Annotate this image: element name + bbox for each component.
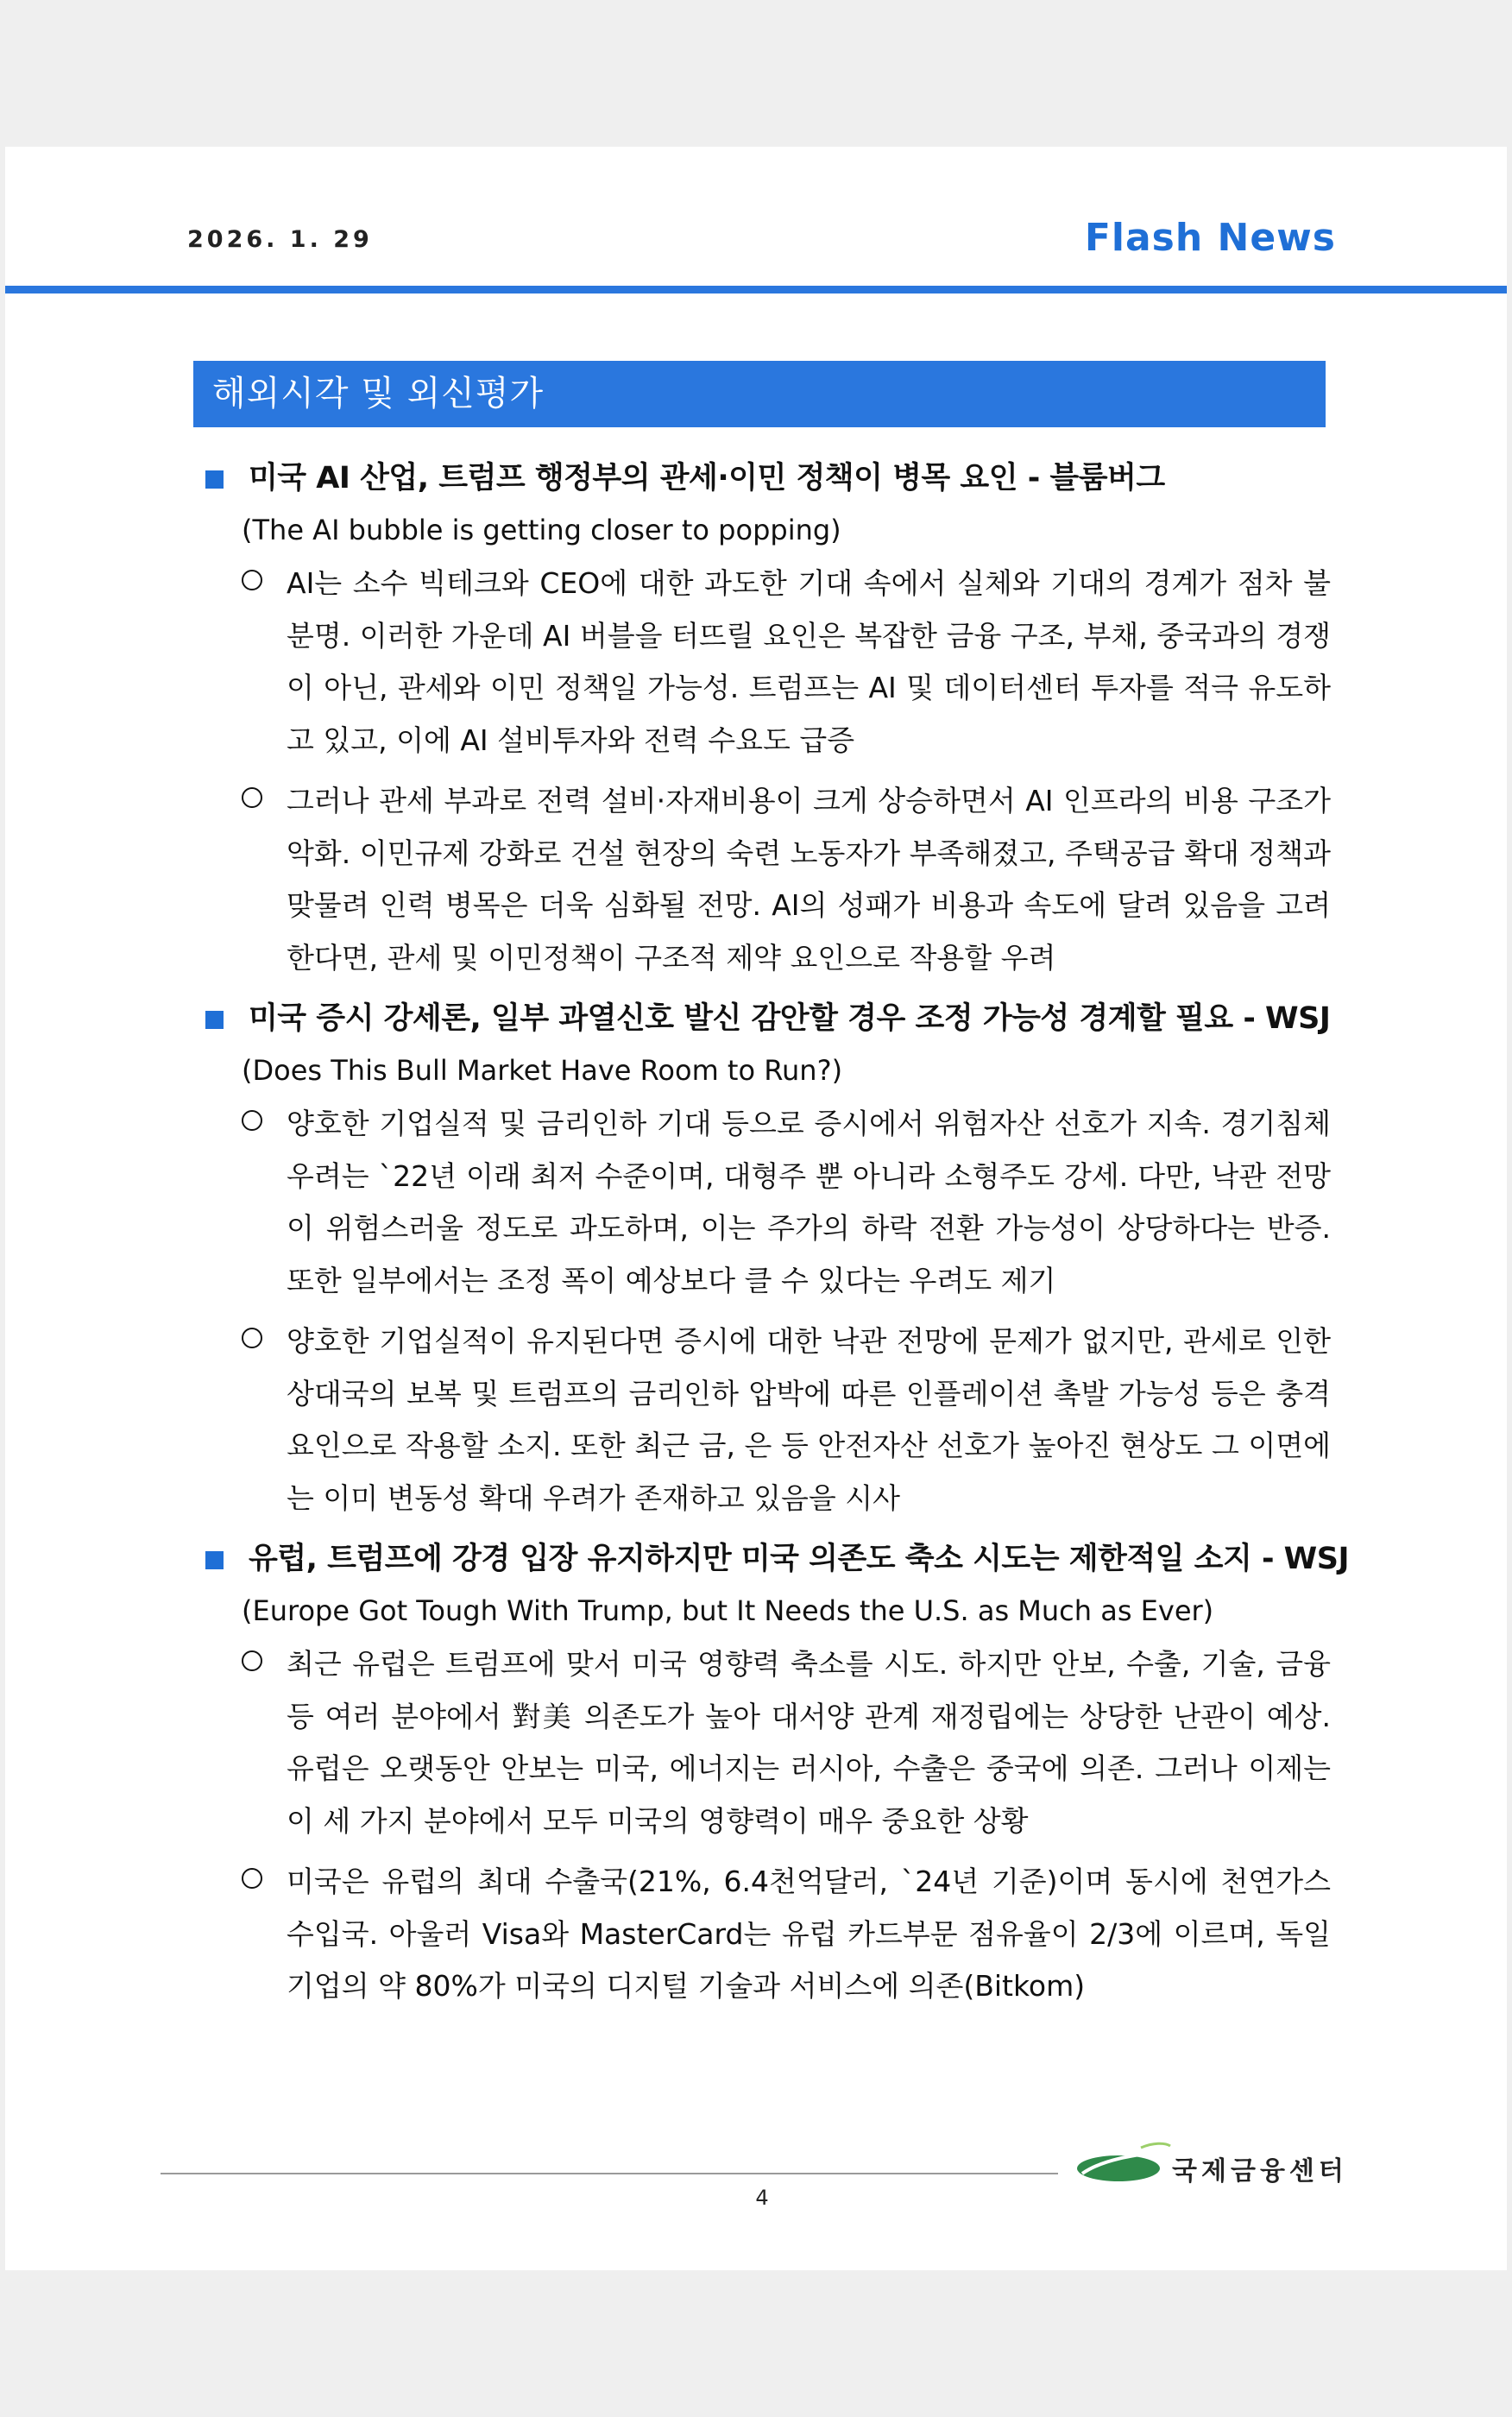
circle-bullet-icon: [242, 787, 262, 808]
news-bullet: 미국은 유럽의 최대 수출국(21%, 6.4천억달러, `24년 기준)이며 동시에 천연가스 수입국. 아울러 Visa와 MasterCard는 유럽 카드부문 점유율이 2/3에 이르며, 독일 기업의 약 80%가 미국의 디지털 기술과 서비스에 의존(Bitkom): [200, 1856, 1331, 2013]
news-bullet: AI는 소수 빅테크와 CEO에 대한 과도한 기대 속에서 실체와 기대의 경계가 점차 불분명. 이러한 가운데 AI 버블을 터뜨릴 요인은 복잡한 금융 구조, 부채, 중국과의 경쟁이 아닌, 관세와 이민 정책일 가능성. 트럼프는 AI 및 데이터센터 투자를 적극 유도하고 있고, 이에 AI 설비투자와 전력 수요도 급증: [200, 558, 1331, 767]
news-item: [200, 1533, 1349, 2013]
news-bullet: 양호한 기업실적이 유지된다면 증시에 대한 낙관 전망에 문제가 없지만, 관세로 인한 상대국의 보복 및 트럼프의 금리인하 압박에 따른 인플레이션 촉발 가능성 등은 충격 요인으로 작용할 소지. 또한 최근 금, 은 등 안전자산 선호가 높아진 현상도 그 이면에는 이미 변동성 확대 우려가 존재하고 있음을 시사: [200, 1316, 1331, 1524]
section-title: 해외시각 및 외신평가: [193, 361, 1326, 427]
footer-divider: [161, 2173, 1058, 2174]
news-item-title: 미국 증시 강세론, 일부 과열신호 발신 감안할 경우 조정 가능성 경계할 필요 - WSJ: [200, 993, 1331, 1044]
square-bullet-icon: [205, 1011, 224, 1029]
news-item: [200, 452, 1331, 984]
news-item-subtitle: (The AI bubble is getting closer to popping): [242, 514, 841, 546]
org-name: 국제금융센터: [1172, 2156, 1348, 2187]
news-item: [200, 993, 1331, 1524]
news-bullet: 최근 유럽은 트럼프에 맞서 미국 영향력 축소를 시도. 하지만 안보, 수출, 기술, 금융 등 여러 분야에서 對美 의존도가 높아 대서양 관계 재정립에는 상당한 난관이 예상. 유럽은 오랫동안 안보는 미국, 에너지는 러시아, 수출은 중국에 의존. 그러나 이제는 이 세 가지 분야에서 모두 미국의 영향력이 매우 중요한 상황: [200, 1638, 1331, 1847]
square-bullet-icon: [205, 470, 224, 489]
page-number: 4: [755, 2186, 769, 2210]
news-content: [200, 452, 1349, 2022]
news-item-subtitle: (Does This Bull Market Have Room to Run?): [242, 1054, 843, 1087]
report-date: 2026. 1. 29: [187, 226, 373, 253]
header-divider: [5, 286, 1507, 293]
news-bullet: 양호한 기업실적 및 금리인하 기대 등으로 증시에서 위험자산 선호가 지속. 경기침체 우려는 `22년 이래 최저 수준이며, 대형주 뿐 아니라 소형주도 강세. 다만, 낙관 전망이 위험스러울 정도로 과도하며, 이는 주가의 하락 전환 가능성이 상당하다는 반증. 또한 일부에서는 조정 폭이 예상보다 클 수 있다는 우려도 제기: [200, 1098, 1331, 1307]
news-item-subtitle: (Europe Got Tough With Trump, but It Needs the U.S. as Much as Ever): [242, 1594, 1214, 1627]
square-bullet-icon: [205, 1551, 224, 1569]
circle-bullet-icon: [242, 570, 262, 590]
news-item-title: 미국 AI 산업, 트럼프 행정부의 관세·이민 정책이 병목 요인 - 블룸버그: [200, 452, 1331, 504]
brand-title: Flash News: [1084, 216, 1336, 260]
circle-bullet-icon: [242, 1868, 262, 1889]
circle-bullet-icon: [242, 1328, 262, 1348]
circle-bullet-icon: [242, 1650, 262, 1671]
news-bullet: 그러나 관세 부과로 전력 설비·자재비용이 크게 상승하면서 AI 인프라의 비용 구조가 악화. 이민규제 강화로 건설 현장의 숙련 노동자가 부족해졌고, 주택공급 확대 정책과 맞물려 인력 병목은 더욱 심화될 전망. AI의 성패가 비용과 속도에 달려 있음을 고려한다면, 관세 및 이민정책이 구조적 제약 요인으로 작용할 우려: [200, 775, 1331, 984]
news-item-title: 유럽, 트럼프에 강경 입장 유지하지만 미국 의존도 축소 시도는 제한적일 소지 - WSJ: [200, 1533, 1331, 1585]
circle-bullet-icon: [242, 1110, 262, 1131]
